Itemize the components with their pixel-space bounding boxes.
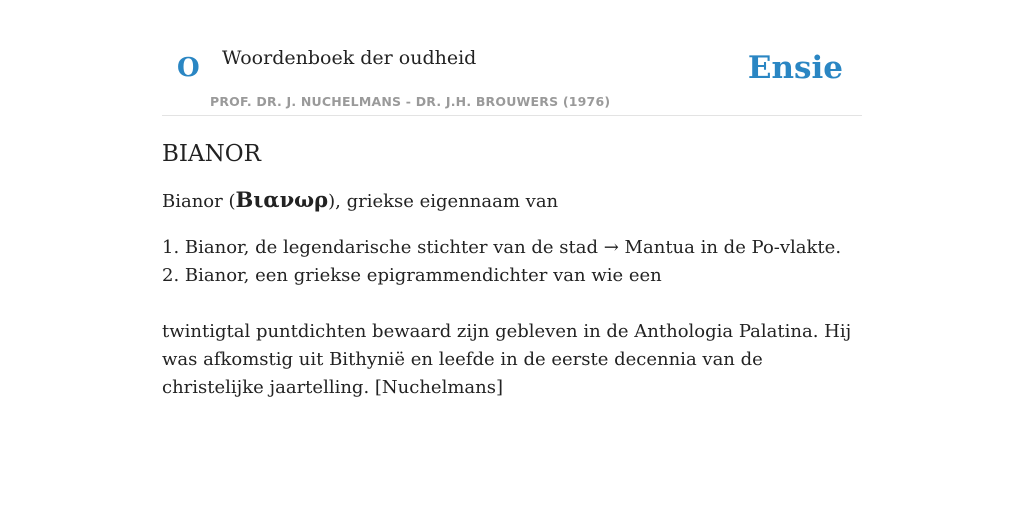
entry-content (162, 138, 862, 402)
entry-intro (162, 186, 862, 216)
greek-name: Βιανωρ (235, 187, 329, 212)
ensie-brand-logo[interactable]: Ensie (747, 50, 843, 86)
intro-text-after: ), griekse eigennaam van (328, 191, 559, 212)
spacer (162, 290, 862, 318)
meaning-item-1: 1. Bianor, de legendarische stichter van de stad → Mantua in de Po-vlakte. (162, 237, 842, 258)
book-authors: PROF. DR. J. NUCHELMANS - DR. J.H. BROUWERS (1976) (210, 94, 611, 109)
book-logo[interactable]: O (177, 53, 200, 83)
meaning-item-2: 2. Bianor, een griekse epigrammendichter van wie een (162, 265, 662, 286)
intro-text-before: Bianor ( (162, 191, 236, 212)
meaning-list (162, 234, 862, 290)
book-title[interactable]: Woordenboek der oudheid (222, 47, 477, 69)
entry-paragraph: twintigtal puntdichten bewaard zijn gebleven in de Anthologia Palatina. Hij was afkomstig uit Bithynië en leefde in de eerste decennia van de christelijke jaartelling. [Nuchelmans] (162, 321, 852, 398)
entry-title: BIANOR (162, 141, 261, 167)
book-header (162, 40, 862, 116)
